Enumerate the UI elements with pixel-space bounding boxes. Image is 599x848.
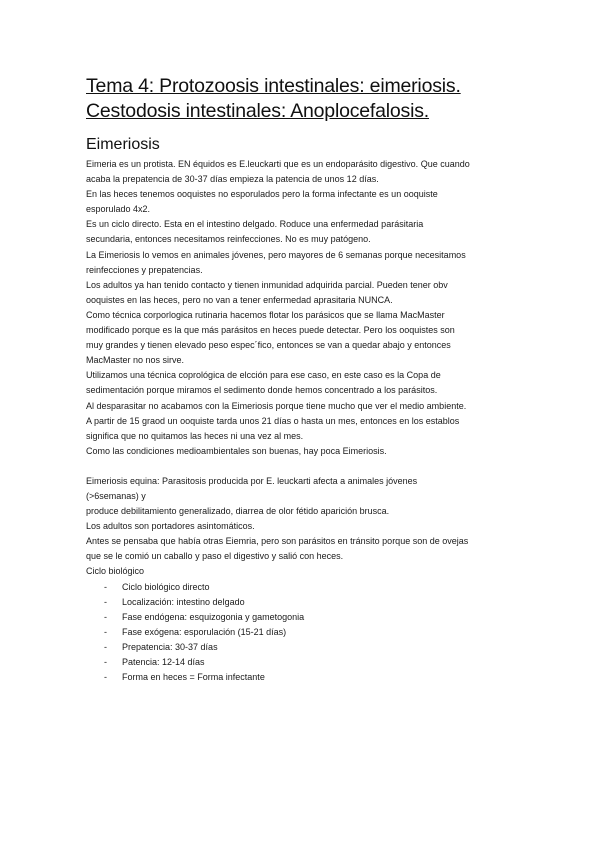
paragraph-line: que se le comió un caballo y paso el digestivo y salió con heces.: [86, 551, 344, 562]
list-item: [86, 595, 526, 610]
list-bullet: -: [104, 626, 107, 637]
paragraph-line: Antes se pensaba que había otras Eiemria, pero son parásitos en tránsito porque son de ovejas: [86, 536, 469, 547]
paragraph-block-1: [86, 157, 526, 459]
list-item: [86, 580, 526, 595]
list-bullet: -: [104, 596, 107, 607]
list-item-text: Patencia: 12-14 días: [122, 657, 205, 667]
document-body: [86, 157, 526, 685]
paragraph-line: sedimentación porque miramos el sedimento donde hemos concentrado a los parásitos.: [86, 385, 438, 396]
paragraph-line: Los adultos ya han tenido contacto y tienen inmunidad adquirida parcial. Pueden tener obv: [86, 279, 448, 290]
list-item: [86, 640, 526, 655]
list-item: [86, 670, 526, 685]
paragraph-line: A partir de 15 graod un ooquiste tarda unos 21 días o hasta un mes, entonces en los establos: [86, 415, 460, 426]
list-item-text: Prepatencia: 30-37 días: [122, 641, 218, 652]
list-item-text: Forma en heces = Forma infectante: [122, 672, 265, 683]
paragraph-line: En las heces tenemos ooquistes no esporulados pero la forma infectante es un ooquiste: [86, 189, 438, 200]
paragraph-line: Como técnica corporlogica rutinaria hacemos flotar los parásicos que se llama MacMaster: [86, 309, 445, 320]
paragraph-line: reinfecciones y prepatencias.: [86, 264, 203, 275]
paragraph-line: Ciclo biológico: [86, 566, 145, 577]
life-cycle-list: [86, 580, 526, 686]
paragraph-line: secundaria, entonces necesitamos reinfecciones. No es muy patógeno.: [86, 234, 371, 245]
paragraph-line: Los adultos son portadores asintomáticos.: [86, 521, 255, 532]
list-bullet: -: [104, 581, 107, 592]
list-item: [86, 625, 526, 640]
paragraph-block-2: [86, 474, 526, 580]
paragraph-gap: [86, 459, 526, 474]
list-item-text: Localización: intestino delgado: [122, 596, 245, 607]
paragraph-line: La Eimeriosis lo vemos en animales jóvenes, pero mayores de 6 semanas porque necesitamos: [86, 249, 466, 260]
list-item-text: Fase exógena: esporulación (15-21 días): [122, 626, 287, 637]
list-bullet: -: [104, 611, 107, 622]
list-item: [86, 655, 526, 670]
paragraph-line: produce debilitamiento generalizado, diarrea de olor fétido aparición brusca.: [86, 506, 390, 517]
paragraph-line: MacMaster no nos sirve.: [86, 355, 185, 366]
title-line-1: Tema 4: Protozoosis intestinales: eimeriosis.: [86, 75, 461, 97]
paragraph-line: acaba la prepatencia de 30-37 días empieza la patencia de unos 12 días.: [86, 174, 379, 185]
paragraph-line: Utilizamos una técnica coprológica de elcción para ese caso, en este caso es la Copa de: [86, 370, 441, 381]
paragraph-line: Al desparasitar no acabamos con la Eimeriosis porque tiene mucho que ver el medio ambiente.: [86, 400, 467, 411]
document-title: [86, 74, 556, 124]
paragraph-line: Eimeriosis equina: Parasitosis producida por E. leuckarti afecta a animales jóvenes: [86, 475, 418, 486]
list-item-text: Ciclo biológico directo: [122, 581, 210, 592]
section-heading: Eimeriosis: [86, 136, 160, 153]
list-bullet: -: [104, 672, 107, 683]
list-bullet: -: [104, 641, 107, 652]
paragraph-line: esporulado 4x2.: [86, 204, 151, 215]
paragraph-line: (>6semanas) y: [86, 490, 146, 501]
paragraph-line: Eimeria es un protista. EN équidos es E.leuckarti que es un endoparásito digestivo. Que cuando: [86, 159, 470, 169]
list-bullet: -: [104, 657, 107, 667]
paragraph-line: significa que no quitamos las heces ni una vez al mes.: [86, 430, 304, 441]
list-item: [86, 610, 526, 625]
title-line-2: Cestodosis intestinales: Anoplocefalosis.: [86, 100, 430, 122]
paragraph-line: modificado porque es la que más parásitos en heces puede detectar. Pero los ooquistes son: [86, 325, 455, 336]
paragraph-line: Como las condiciones medioambientales son buenas, hay poca Eimeriosis.: [86, 445, 387, 456]
list-item-text: Fase endógena: esquizogonia y gametogonia: [122, 611, 305, 622]
paragraph-line: Es un ciclo directo. Esta en el intestino delgado. Roduce una enfermedad parásitaria: [86, 219, 424, 230]
paragraph-line: muy grandes y tienen elevado peso espec´fico, entonces se van a quedar abajo y entonces: [86, 340, 451, 351]
paragraph-line: ooquistes en las heces, pero no van a tener enfermedad aprasitaria NUNCA.: [86, 294, 393, 305]
